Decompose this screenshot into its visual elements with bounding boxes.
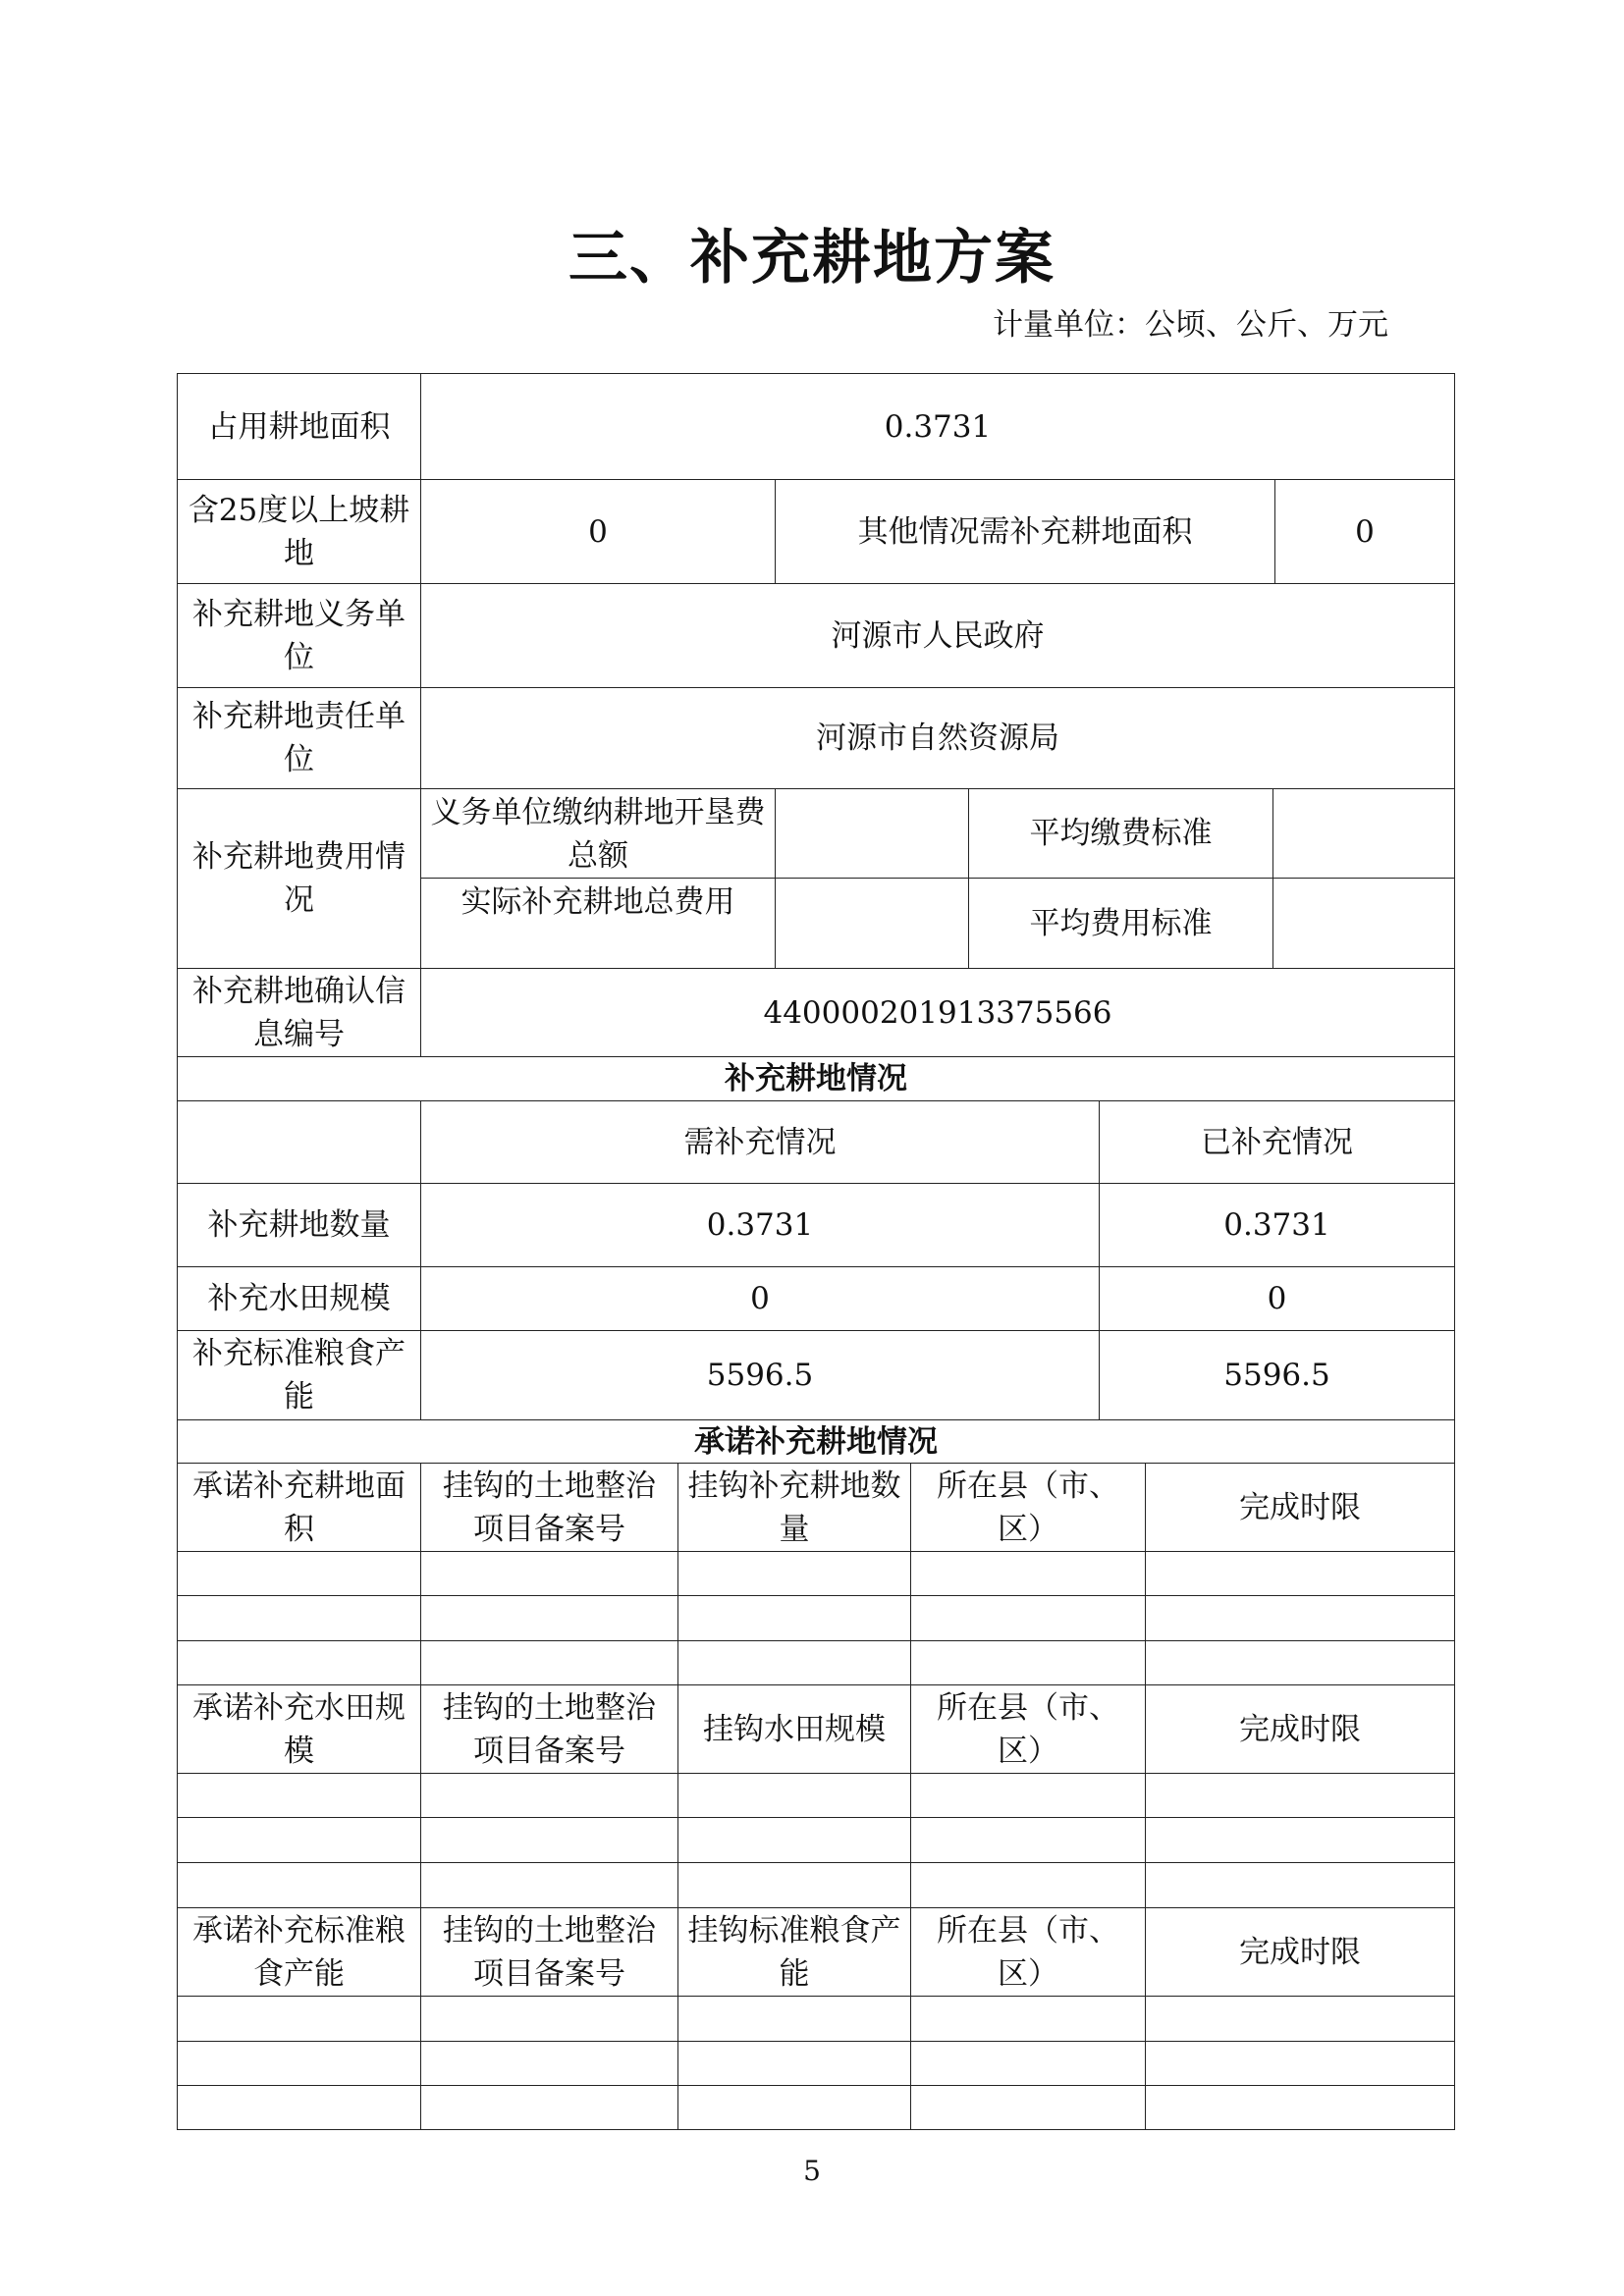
empty-cell[interactable] <box>177 1640 421 1685</box>
empty-cell[interactable] <box>420 2041 678 2086</box>
promise-col3: 挂钩标准粮食产能 <box>677 1907 911 1997</box>
actual-cost-label: 实际补充耕地总费用 <box>420 878 776 969</box>
empty-cell[interactable] <box>177 1773 421 1818</box>
empty-cell[interactable] <box>420 1551 678 1596</box>
empty-cell[interactable] <box>677 1996 911 2042</box>
empty-cell[interactable] <box>1145 1862 1455 1908</box>
occupied-label: 占用耕地面积 <box>177 373 421 480</box>
measurement-unit: 计量单位：公顷、公斤、万元 <box>993 307 1388 343</box>
empty-cell[interactable] <box>177 1996 421 2042</box>
promise-header: 承诺补充耕地情况 <box>177 1419 1455 1464</box>
empty-cell[interactable] <box>177 2041 421 2086</box>
empty-cell[interactable] <box>677 2041 911 2086</box>
occupied-value: 0.3731 <box>420 373 1455 480</box>
empty-cell[interactable] <box>1145 1551 1455 1596</box>
situation-row-done: 0.3731 <box>1099 1183 1455 1267</box>
situation-row-need: 0.3731 <box>420 1183 1100 1267</box>
situation-row-label: 补充耕地数量 <box>177 1183 421 1267</box>
responsible-value: 河源市自然资源局 <box>420 687 1455 789</box>
empty-cell[interactable] <box>910 1595 1146 1641</box>
empty-cell[interactable] <box>177 1595 421 1641</box>
situation-row-label: 补充标准粮食产能 <box>177 1330 421 1420</box>
empty-cell[interactable] <box>910 1551 1146 1596</box>
empty-cell[interactable] <box>1145 2085 1455 2130</box>
page-title: 三、补充耕地方案 <box>568 224 1056 293</box>
empty-cell[interactable] <box>177 2085 421 2130</box>
col-need: 需补充情况 <box>420 1100 1100 1184</box>
promise-col3: 挂钩补充耕地数量 <box>677 1463 911 1552</box>
other-label: 其他情况需补充耕地面积 <box>775 479 1275 584</box>
empty-cell[interactable] <box>1145 2041 1455 2086</box>
empty-cell[interactable] <box>677 1595 911 1641</box>
empty-cell[interactable] <box>677 1817 911 1863</box>
promise-col1: 承诺补充耕地面积 <box>177 1463 421 1552</box>
empty-cell[interactable] <box>677 1862 911 1908</box>
promise-col1: 承诺补充水田规模 <box>177 1684 421 1774</box>
empty-cell[interactable] <box>1145 1773 1455 1818</box>
promise-col5: 完成时限 <box>1145 1463 1455 1552</box>
empty-cell[interactable] <box>910 2085 1146 2130</box>
avg-cost-value <box>1272 878 1455 969</box>
situation-row-need: 5596.5 <box>420 1330 1100 1420</box>
avg-fee-label: 平均缴费标准 <box>968 788 1273 879</box>
empty-cell[interactable] <box>1145 1817 1455 1863</box>
col-done: 已补充情况 <box>1099 1100 1455 1184</box>
empty-cell[interactable] <box>910 1817 1146 1863</box>
page-number: 5 <box>803 2155 821 2187</box>
promise-col4: 所在县（市、区） <box>910 1684 1146 1774</box>
promise-col4: 所在县（市、区） <box>910 1907 1146 1997</box>
empty-cell[interactable] <box>177 1551 421 1596</box>
empty-cell[interactable] <box>177 1817 421 1863</box>
empty-cell[interactable] <box>677 1551 911 1596</box>
empty-cell[interactable] <box>910 1773 1146 1818</box>
empty-cell[interactable] <box>420 1996 678 2042</box>
empty-cell[interactable] <box>420 1817 678 1863</box>
actual-cost-value <box>775 878 969 969</box>
situation-row-label: 补充水田规模 <box>177 1266 421 1331</box>
empty-cell[interactable] <box>677 1773 911 1818</box>
empty-cell[interactable] <box>420 1862 678 1908</box>
empty-cell[interactable] <box>177 1862 421 1908</box>
empty-cell[interactable] <box>910 1640 1146 1685</box>
empty-cell[interactable] <box>910 2041 1146 2086</box>
slope-value: 0 <box>420 479 776 584</box>
situation-row-need: 0 <box>420 1266 1100 1331</box>
empty-cell[interactable] <box>1145 1595 1455 1641</box>
empty-cell[interactable] <box>420 1640 678 1685</box>
promise-col5: 完成时限 <box>1145 1907 1455 1997</box>
situation-header: 补充耕地情况 <box>177 1056 1455 1101</box>
obligor-label: 补充耕地义务单位 <box>177 583 421 688</box>
slope-label: 含25度以上坡耕地 <box>177 479 421 584</box>
fee-total-value <box>775 788 969 879</box>
empty-cell[interactable] <box>420 2085 678 2130</box>
promise-col2: 挂钩的土地整治项目备案号 <box>420 1463 678 1552</box>
promise-col2: 挂钩的土地整治项目备案号 <box>420 1684 678 1774</box>
promise-col5: 完成时限 <box>1145 1684 1455 1774</box>
situation-corner <box>177 1100 421 1184</box>
avg-fee-value <box>1272 788 1455 879</box>
promise-col1: 承诺补充标准粮食产能 <box>177 1907 421 1997</box>
empty-cell[interactable] <box>420 1595 678 1641</box>
empty-cell[interactable] <box>910 1996 1146 2042</box>
situation-row-done: 5596.5 <box>1099 1330 1455 1420</box>
empty-cell[interactable] <box>677 1640 911 1685</box>
responsible-label: 补充耕地责任单位 <box>177 687 421 789</box>
obligor-value: 河源市人民政府 <box>420 583 1455 688</box>
avg-cost-label: 平均费用标准 <box>968 878 1273 969</box>
cost-label: 补充耕地费用情况 <box>177 788 421 969</box>
other-value: 0 <box>1274 479 1455 584</box>
confirm-value: 440000201913375566 <box>420 968 1455 1057</box>
situation-row-done: 0 <box>1099 1266 1455 1331</box>
empty-cell[interactable] <box>910 1862 1146 1908</box>
empty-cell[interactable] <box>1145 1996 1455 2042</box>
empty-cell[interactable] <box>677 2085 911 2130</box>
confirm-label: 补充耕地确认信息编号 <box>177 968 421 1057</box>
empty-cell[interactable] <box>1145 1640 1455 1685</box>
promise-col3: 挂钩水田规模 <box>677 1684 911 1774</box>
fee-total-label: 义务单位缴纳耕地开垦费总额 <box>420 788 776 879</box>
promise-col2: 挂钩的土地整治项目备案号 <box>420 1907 678 1997</box>
promise-col4: 所在县（市、区） <box>910 1463 1146 1552</box>
empty-cell[interactable] <box>420 1773 678 1818</box>
